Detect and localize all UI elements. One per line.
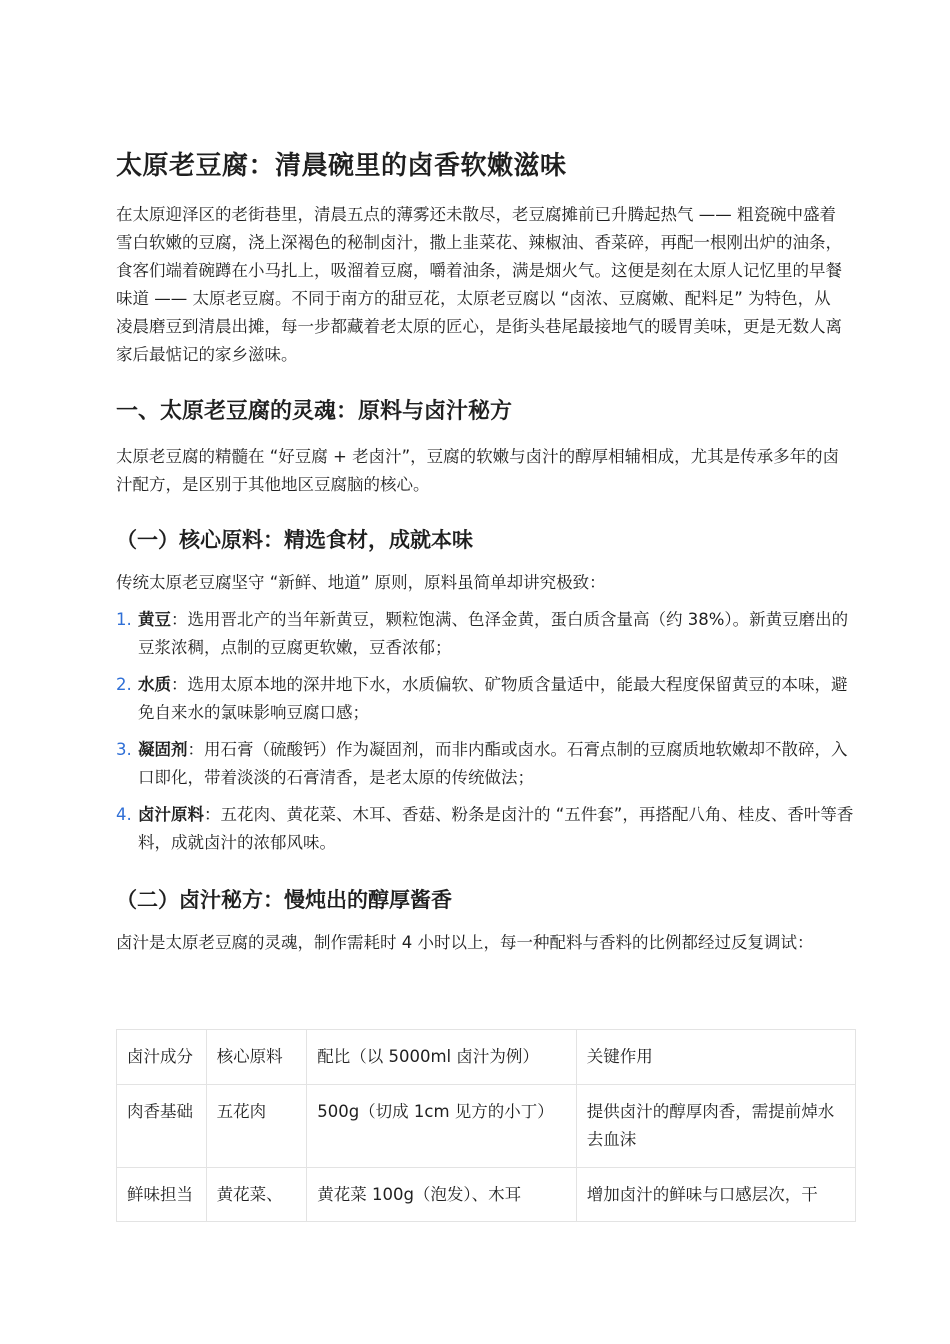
table-row <box>117 1168 856 1222</box>
table-cell: 鲜味担当 <box>117 1168 207 1222</box>
list-text: ：选用太原本地的深井地下水，水质偏软、矿物质含量适中，能最大程度保留黄豆的本味，避免自来水的氯味影响豆腐口感； <box>138 675 848 722</box>
table-cell: 黄花菜、 <box>206 1168 307 1222</box>
list-item <box>116 801 856 857</box>
list-number: 2. <box>116 675 132 694</box>
table-header-cell: 关键作用 <box>576 1030 855 1085</box>
table-header-cell: 卤汁成分 <box>117 1030 207 1085</box>
subsection-paragraph: 卤汁是太原老豆腐的灵魂，制作需耗时 4 小时以上，每一种配料与香料的比例都经过反复调试： <box>116 933 814 952</box>
list-number: 4. <box>116 805 132 824</box>
subsection-paragraph: 传统太原老豆腐坚守 “新鲜、地道” 原则，原料虽简单却讲究极致： <box>116 573 606 592</box>
sauce-table <box>116 1029 856 1222</box>
list-item <box>116 606 856 662</box>
intro-paragraph: 在太原迎泽区的老街巷里，清晨五点的薄雾还未散尽，老豆腐摊前已升腾起热气 —— 粗瓷碗中盛着雪白软嫩的豆腐，浇上深褐色的秘制卤汁，撒上韭菜花、辣椒油、香菜碎，再配一根刚出炉的油条，食客们端着碗蹲在小马扎上，吸溜着豆腐，嚼着油条，满是烟火气。这便是刻在太原人记忆里的早餐味道 —— 太原老豆腐。不同于南方的甜豆花，太原老豆腐以 “卤浓、豆腐嫩、配料足” 为特色，从凌晨磨豆到清晨出摊，每一步都藏着老太原的匠心，是街头巷尾最接地气的暖胃美味，更是无数人离家后最惦记的家乡滋味。 <box>116 205 842 364</box>
list-term: 黄豆 <box>138 610 171 629</box>
table-header-cell: 配比（以 5000ml 卤汁为例） <box>307 1030 577 1085</box>
table-cell: 黄花菜 100g（泡发）、木耳 <box>307 1168 577 1222</box>
list-item <box>116 736 856 792</box>
list-text: ：五花肉、黄花菜、木耳、香菇、粉条是卤汁的 “五件套”，再搭配八角、桂皮、香叶等香料，成就卤汁的浓郁风味。 <box>138 805 854 852</box>
table-cell: 增加卤汁的鲜味与口感层次，干 <box>576 1168 855 1222</box>
list-number: 1. <box>116 610 132 629</box>
list-text: ：用石膏（硫酸钙）作为凝固剂，而非内酯或卤水。石膏点制的豆腐质地软嫩却不散碎，入口即化，带着淡淡的石膏清香，是老太原的传统做法； <box>138 740 848 787</box>
page-title: 太原老豆腐：清晨碗里的卤香软嫩滋味 <box>116 151 567 181</box>
table-row <box>117 1085 856 1168</box>
section-heading-ingredients-and-sauce: 一、太原老豆腐的灵魂：原料与卤汁秘方 <box>116 399 513 424</box>
section-paragraph: 太原老豆腐的精髓在 “好豆腐 + 老卤汁”，豆腐的软嫩与卤汁的醇厚相辅相成，尤其是传承多年的卤汁配方，是区别于其他地区豆腐脑的核心。 <box>116 447 840 494</box>
list-term: 卤汁原料 <box>138 805 204 824</box>
table-header-row <box>117 1030 856 1085</box>
ingredient-list <box>116 606 856 866</box>
list-term: 水质 <box>138 675 171 694</box>
subsection-heading-core-ingredients: （一）核心原料：精选食材，成就本味 <box>116 528 473 552</box>
list-term: 凝固剂 <box>138 740 188 759</box>
list-text: ：选用晋北产的当年新黄豆，颗粒饱满、色泽金黄，蛋白质含量高（约 38%）。新黄豆磨出的豆浆浓稠，点制的豆腐更软嫩，豆香浓郁； <box>138 610 849 657</box>
table-cell: 肉香基础 <box>117 1085 207 1168</box>
table-header-cell: 核心原料 <box>206 1030 307 1085</box>
list-item <box>116 671 856 727</box>
table-cell: 提供卤汁的醇厚肉香，需提前焯水去血沫 <box>576 1085 855 1168</box>
subsection-heading-sauce-recipe: （二）卤汁秘方：慢炖出的醇厚酱香 <box>116 888 452 912</box>
list-number: 3. <box>116 740 132 759</box>
table-cell: 五花肉 <box>206 1085 307 1168</box>
table-cell: 500g（切成 1cm 见方的小丁） <box>307 1085 577 1168</box>
